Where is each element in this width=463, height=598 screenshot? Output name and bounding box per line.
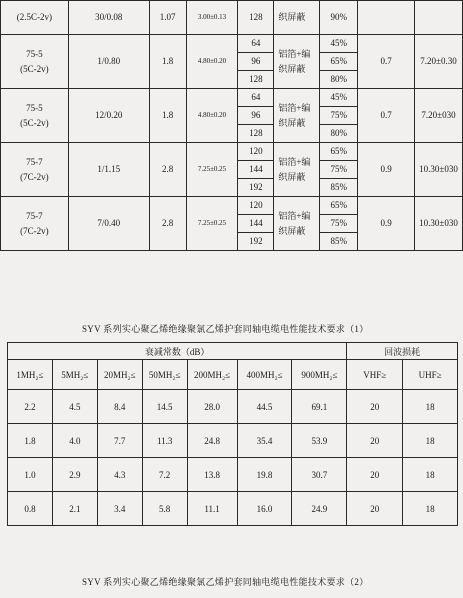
shield-label: 铝箔+编 bbox=[278, 156, 311, 167]
shield-label: 织屏蔽 bbox=[278, 63, 306, 74]
table-caption-1: SYV 系列实心聚乙烯绝缘聚氯乙烯护套同轴电缆电性能技术要求（1） bbox=[82, 324, 369, 334]
sheath-dia-cell: 10.30±030 bbox=[414, 143, 462, 197]
braid-density-cell: 96 bbox=[238, 53, 274, 71]
braid-density-cell: 120 bbox=[238, 143, 274, 161]
braid-density-cell: 128 bbox=[238, 1, 274, 35]
model-label: (5C-2v) bbox=[20, 117, 49, 128]
coverage-cell: 75% bbox=[320, 215, 358, 233]
shield-label: 织屏蔽 bbox=[278, 225, 306, 236]
model-label: 75-7 bbox=[26, 210, 43, 221]
attenuation-value: 1.0 bbox=[8, 458, 53, 492]
coverage-cell: 80% bbox=[320, 125, 358, 143]
frequency-header: 900MH₂≤ bbox=[292, 360, 347, 390]
attenuation-value: 53.9 bbox=[292, 424, 347, 458]
attenuation-value: 28.0 bbox=[187, 390, 237, 424]
attenuation-value: 20 bbox=[347, 458, 403, 492]
attenuation-value: 30.7 bbox=[292, 458, 347, 492]
spec-row bbox=[1, 197, 463, 215]
conductor-cell: 1/1.15 bbox=[68, 143, 149, 197]
attenuation-value: 11.1 bbox=[187, 492, 237, 526]
attenuation-value: 2.1 bbox=[52, 492, 97, 526]
braid-density-cell: 96 bbox=[238, 107, 274, 125]
coverage-cell: 75% bbox=[320, 161, 358, 179]
frequency-header: 50MH₂≤ bbox=[142, 360, 187, 390]
shield-type-cell bbox=[274, 89, 320, 143]
attenuation-value: 7.7 bbox=[97, 424, 142, 458]
attenuation-value: 7.2 bbox=[142, 458, 187, 492]
braid-density-cell: 128 bbox=[238, 71, 274, 89]
shield-label: 织屏蔽 bbox=[278, 12, 306, 22]
attenuation-value: 18 bbox=[403, 390, 458, 424]
spec-row bbox=[1, 143, 463, 161]
insulation-dia-cell: 1.07 bbox=[149, 1, 186, 35]
coverage-cell: 65% bbox=[320, 53, 358, 71]
attenuation-value: 4.3 bbox=[97, 458, 142, 492]
frequency-header: 20MH₂≤ bbox=[97, 360, 142, 390]
frequency-header: 1MH₂≤ bbox=[8, 360, 53, 390]
coverage-cell: 80% bbox=[320, 71, 358, 89]
coverage-cell: 85% bbox=[320, 179, 358, 197]
outer-dia-cell: 7.25±0.25 bbox=[186, 197, 238, 251]
coverage-cell: 85% bbox=[320, 233, 358, 251]
attenuation-cell: 0.9 bbox=[358, 197, 415, 251]
attenuation-row bbox=[8, 424, 458, 458]
attenuation-value: 5.8 bbox=[142, 492, 187, 526]
braid-density-cell: 120 bbox=[238, 197, 274, 215]
braid-density-cell: 64 bbox=[238, 35, 274, 53]
frequency-header: 200MH₂≤ bbox=[187, 360, 237, 390]
attenuation-value: 24.8 bbox=[187, 424, 237, 458]
braid-density-cell: 192 bbox=[238, 233, 274, 251]
attenuation-value: 14.5 bbox=[142, 390, 187, 424]
model-label: 75-5 bbox=[26, 102, 43, 113]
coverage-cell: 90% bbox=[320, 1, 358, 35]
shield-label: 铝箔+编 bbox=[278, 210, 311, 221]
insulation-dia-cell: 2.8 bbox=[149, 197, 186, 251]
model-cell bbox=[1, 35, 69, 89]
attenuation-value: 20 bbox=[347, 390, 403, 424]
attenuation-cell: 0.7 bbox=[358, 89, 415, 143]
attenuation-value: 19.8 bbox=[237, 458, 292, 492]
insulation-dia-cell: 2.8 bbox=[149, 143, 186, 197]
insulation-dia-cell: 1.8 bbox=[149, 35, 186, 89]
frequency-header: VHF≥ bbox=[347, 360, 403, 390]
attenuation-value: 4.5 bbox=[52, 390, 97, 424]
model-label: (7C-2v) bbox=[20, 171, 49, 182]
attenuation-value: 3.4 bbox=[97, 492, 142, 526]
braid-density-cell: 144 bbox=[238, 215, 274, 233]
conductor-cell: 1/0.80 bbox=[68, 35, 149, 89]
conductor-cell: 12/0.20 bbox=[68, 89, 149, 143]
outer-dia-cell: 3.00±0.13 bbox=[186, 1, 238, 35]
braid-density-cell: 192 bbox=[238, 179, 274, 197]
attenuation-group-header: 衰减常数（dB） bbox=[8, 343, 347, 360]
coverage-cell: 65% bbox=[320, 143, 358, 161]
return-loss-group-header: 回波损耗 bbox=[347, 343, 458, 360]
shield-type-cell bbox=[274, 197, 320, 251]
insulation-dia-cell: 1.8 bbox=[149, 89, 186, 143]
outer-dia-cell: 4.80±0.20 bbox=[186, 35, 238, 89]
conductor-cell: 7/0.40 bbox=[68, 197, 149, 251]
shield-label: 织屏蔽 bbox=[278, 171, 306, 182]
sheath-dia-cell: 10.30±030 bbox=[414, 197, 462, 251]
shield-type-cell bbox=[274, 35, 320, 89]
shield-type-cell bbox=[274, 1, 320, 35]
braid-density-cell: 64 bbox=[238, 89, 274, 107]
attenuation-value: 20 bbox=[347, 492, 403, 526]
braid-density-cell: 144 bbox=[238, 161, 274, 179]
attenuation-value: 44.5 bbox=[237, 390, 292, 424]
attenuation-row bbox=[8, 492, 458, 526]
coverage-cell: 75% bbox=[320, 107, 358, 125]
attenuation-value: 2.2 bbox=[8, 390, 53, 424]
attenuation-value: 20 bbox=[347, 424, 403, 458]
model-label: (2.5C-2v) bbox=[16, 12, 53, 22]
attenuation-value: 8.4 bbox=[97, 390, 142, 424]
coverage-cell: 45% bbox=[320, 89, 358, 107]
shield-label: 织屏蔽 bbox=[278, 117, 306, 128]
frequency-header: UHF≥ bbox=[403, 360, 458, 390]
attenuation-value: 18 bbox=[403, 458, 458, 492]
attenuation-row bbox=[8, 390, 458, 424]
model-label: 75-7 bbox=[26, 156, 43, 167]
spec-row bbox=[1, 35, 463, 53]
attenuation-value: 1.8 bbox=[8, 424, 53, 458]
attenuation-value: 2.9 bbox=[52, 458, 97, 492]
shield-label: 铝箔+编 bbox=[278, 48, 311, 59]
shield-label: 铝箔+编 bbox=[278, 102, 311, 113]
model-cell bbox=[1, 89, 69, 143]
spec-row bbox=[1, 89, 463, 107]
attenuation-value: 18 bbox=[403, 424, 458, 458]
attenuation-value: 16.0 bbox=[237, 492, 292, 526]
attenuation-cell: 0.7 bbox=[358, 35, 415, 89]
spec-row bbox=[1, 1, 463, 35]
frequency-header: 400MH₂≤ bbox=[237, 360, 292, 390]
attenuation-value: 11.3 bbox=[142, 424, 187, 458]
attenuation-cell: 0.9 bbox=[358, 143, 415, 197]
coverage-cell: 45% bbox=[320, 35, 358, 53]
coverage-cell: 65% bbox=[320, 197, 358, 215]
braid-density-cell: 128 bbox=[238, 125, 274, 143]
attenuation-value: 13.8 bbox=[187, 458, 237, 492]
model-cell bbox=[1, 1, 69, 35]
model-cell bbox=[1, 143, 69, 197]
attenuation-value: 69.1 bbox=[292, 390, 347, 424]
attenuation-value: 0.8 bbox=[8, 492, 53, 526]
cable-spec-table bbox=[0, 0, 463, 251]
model-label: 75-5 bbox=[26, 48, 43, 59]
outer-dia-cell: 7.25±0.25 bbox=[186, 143, 238, 197]
table-caption-2: SYV 系列实心聚乙烯绝缘聚氯乙烯护套同轴电缆电性能技术要求（2） bbox=[82, 577, 369, 587]
attenuation-value: 24.9 bbox=[292, 492, 347, 526]
attenuation-value: 35.4 bbox=[237, 424, 292, 458]
sheath-dia-cell: 7.20±0.30 bbox=[414, 35, 462, 89]
model-label: (5C-2v) bbox=[20, 63, 49, 74]
frequency-header: 5MH₂≤ bbox=[52, 360, 97, 390]
outer-dia-cell: 4.80±0.20 bbox=[186, 89, 238, 143]
sheath-dia-cell bbox=[414, 1, 462, 35]
attenuation-value: 4.0 bbox=[52, 424, 97, 458]
attenuation-table bbox=[7, 342, 458, 526]
shield-type-cell bbox=[274, 143, 320, 197]
sheath-dia-cell: 7.20±030 bbox=[414, 89, 462, 143]
model-label: (7C-2v) bbox=[20, 225, 49, 236]
conductor-cell: 30/0.08 bbox=[68, 1, 149, 35]
attenuation-cell bbox=[358, 1, 415, 35]
attenuation-row bbox=[8, 458, 458, 492]
attenuation-value: 18 bbox=[403, 492, 458, 526]
model-cell bbox=[1, 197, 69, 251]
